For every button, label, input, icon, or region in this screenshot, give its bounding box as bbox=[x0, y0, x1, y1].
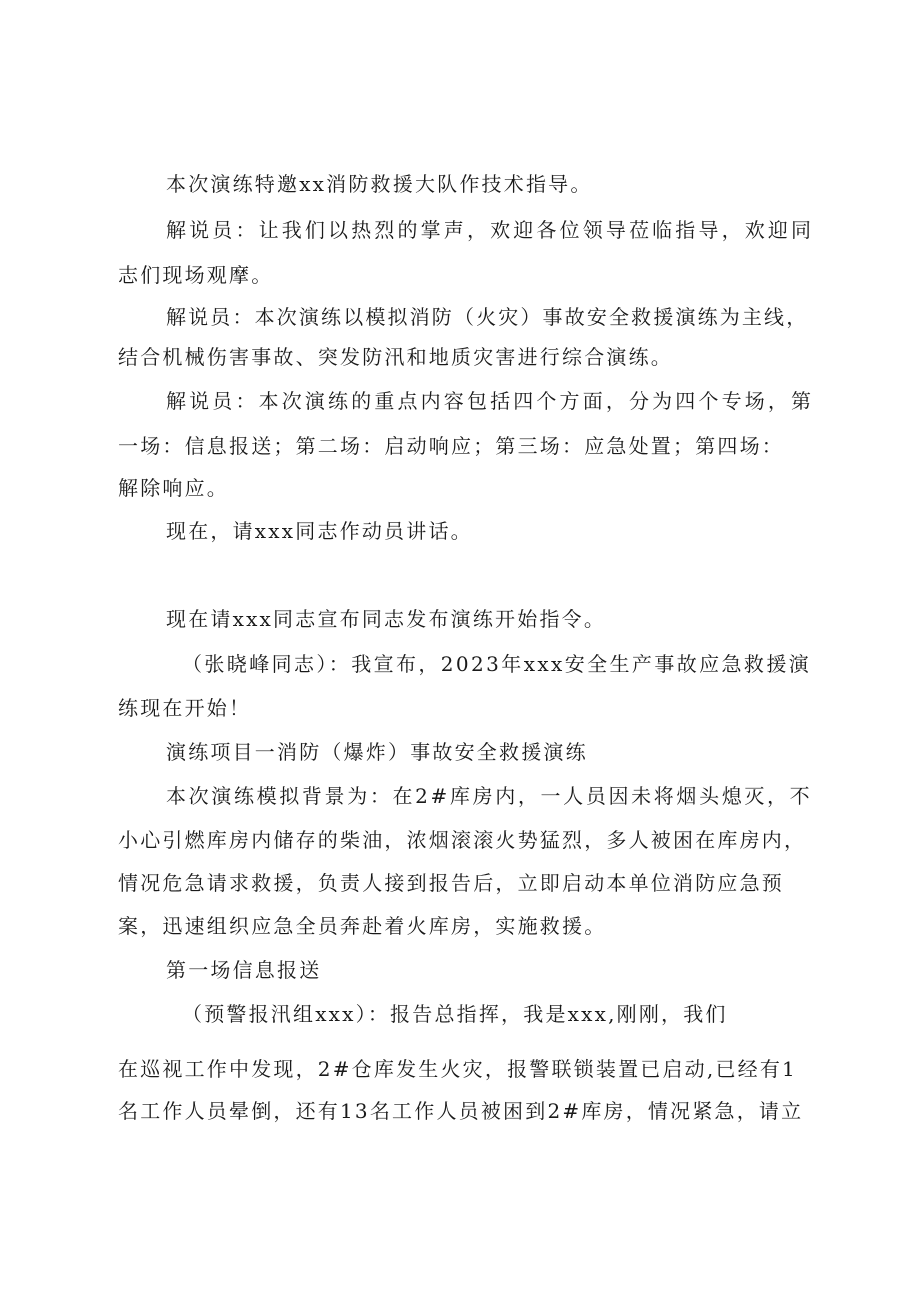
paragraph-line: 现在请xxx同志宣布同志发布演练开始指令。 bbox=[166, 607, 607, 631]
paragraph-line: 解说员：本次演练的重点内容包括四个方面，分为四个专场，第 bbox=[166, 389, 815, 413]
paragraph-line: 练现在开始！ bbox=[118, 696, 252, 720]
paragraph-line: 本次演练模拟背景为：在2#库房内，一人员因未将烟头熄灭，不 bbox=[166, 784, 813, 808]
paragraph-line: 现在，请xxx同志作动员讲话。 bbox=[166, 519, 473, 543]
paragraph-line: 情况危急请求救援，负责人接到报告后，立即启动本单位消防应急预 bbox=[118, 871, 784, 895]
paragraph-line: 名工作人员晕倒，还有13名工作人员被困到2#库房，情况紧急，请立 bbox=[118, 1099, 804, 1123]
paragraph-line: 案，迅速组织应急全员奔赴着火库房，实施救援。 bbox=[118, 914, 607, 938]
paragraph-line: 在巡视工作中发现，2#仓库发生火灾，报警联锁装置已启动,已经有1 bbox=[118, 1057, 797, 1081]
section-heading: 演练项目一消防（爆炸）事故安全救援演练 bbox=[166, 740, 588, 764]
paragraph-line: 解说员：让我们以热烈的掌声，欢迎各位领导莅临指导，欢迎同 bbox=[166, 218, 815, 242]
paragraph-line: 解除响应。 bbox=[118, 476, 229, 500]
paragraph-line: 解说员：本次演练以模拟消防（火灾）事故安全救援演练为主线， bbox=[166, 305, 809, 329]
paragraph-line: （预警报汛组xxx）：报告总指挥，我是xxx,刚刚，我们 bbox=[182, 1002, 728, 1026]
paragraph-line: 一场：信息报送；第二场：启动响应；第三场：应急处置；第四场： bbox=[118, 434, 784, 458]
paragraph-line: 本次演练特邀xx消防救援大队作技术指导。 bbox=[166, 172, 593, 196]
paragraph-line: 小心引燃库房内储存的柴油，浓烟滚滚火势猛烈，多人被困在库房内， bbox=[118, 828, 807, 852]
section-heading: 第一场信息报送 bbox=[166, 958, 322, 982]
paragraph-line: 志们现场观摩。 bbox=[118, 263, 274, 287]
paragraph-line: 结合机械伤害事故、突发防汛和地质灾害进行综合演练。 bbox=[118, 345, 673, 369]
paragraph-line: （张晓峰同志）：我宣布，2023年xxx安全生产事故应急救援演 bbox=[182, 652, 812, 676]
